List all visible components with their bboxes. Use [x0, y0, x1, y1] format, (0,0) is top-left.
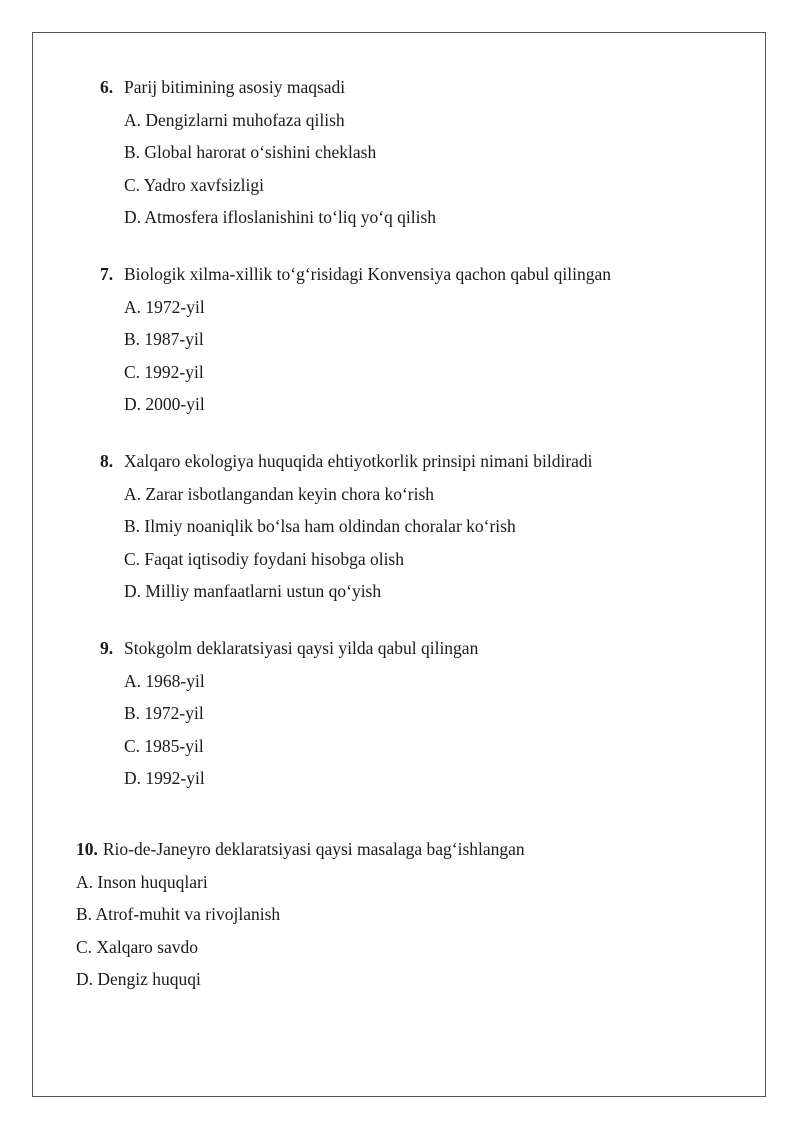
answer-options: [100, 104, 436, 234]
answer-option-d: D. 1992-yil: [124, 768, 205, 788]
answer-options: [100, 291, 611, 421]
answer-option-c: C. Yadro xavfsizligi: [124, 174, 264, 195]
answer-option-b: B. Global harorat o‘sishini cheklash: [124, 142, 377, 162]
answer-option-b: B. Ilmiy noaniqlik bo‘lsa ham oldindan choralar ko‘rish: [124, 516, 516, 536]
question-title: [76, 833, 525, 866]
answer-option-a: A. Inson huquqlari: [76, 871, 208, 892]
question-text: Stokgolm deklaratsiyasi qaysi yilda qabul qilingan: [124, 638, 479, 658]
question-text: Xalqaro ekologiya huquqida ehtiyotkorlik prinsipi nimani bildiradi: [124, 451, 593, 471]
answer-options: [100, 478, 593, 608]
answer-option-c: C. Faqat iqtisodiy foydani hisobga olish: [124, 548, 404, 569]
answer-option-c: C. 1985-yil: [124, 735, 204, 756]
question-number: 8.: [100, 451, 114, 471]
question-text: Parij bitimining asosiy maqsadi: [124, 77, 346, 97]
answer-option-c: C. Xalqaro savdo: [76, 936, 198, 957]
question-6: [100, 71, 436, 234]
answer-option-a: A. 1968-yil: [124, 670, 205, 691]
question-number: 7.: [100, 264, 114, 284]
answer-option-d: D. Dengiz huquqi: [76, 969, 201, 989]
question-7: [100, 258, 611, 421]
answer-options: [100, 665, 478, 795]
answer-option-d: D. Milliy manfaatlarni ustun qo‘yish: [124, 581, 382, 601]
answer-option-a: A. 1972-yil: [124, 296, 205, 317]
answer-option-b: B. Atrof-muhit va rivojlanish: [76, 904, 281, 924]
answer-option-d: D. 2000-yil: [124, 394, 205, 414]
question-title: [100, 258, 611, 291]
answer-option-d: D. Atmosfera ifloslanishini to‘liq yo‘q qilish: [124, 207, 437, 227]
question-10: [76, 833, 525, 996]
answer-option-a: A. Zarar isbotlangandan keyin chora ko‘rish: [124, 483, 435, 504]
question-title: [100, 632, 478, 665]
answer-option-b: B. 1987-yil: [124, 329, 204, 349]
question-title: [100, 445, 593, 478]
question-number: 6.: [100, 77, 114, 97]
question-8: [100, 445, 593, 608]
answer-option-a: A. Dengizlarni muhofaza qilish: [124, 109, 345, 130]
answer-option-c: C. 1992-yil: [124, 361, 204, 382]
answer-options: [76, 866, 525, 996]
question-number: 9.: [100, 638, 114, 658]
question-text: Rio-de-Janeyro deklaratsiyasi qaysi masalaga bag‘ishlangan: [102, 839, 525, 859]
question-text: Biologik xilma-xillik to‘g‘risidagi Konvensiya qachon qabul qilingan: [124, 264, 612, 284]
question-number: 10.: [76, 839, 98, 859]
answer-option-b: B. 1972-yil: [124, 703, 204, 723]
question-title: [100, 71, 436, 104]
question-9: [100, 632, 478, 795]
